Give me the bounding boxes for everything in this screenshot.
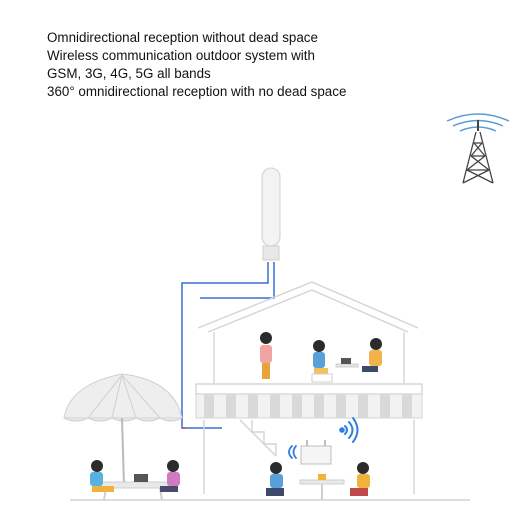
lower-table (300, 474, 344, 500)
description-line-1: Omnidirectional reception without dead space (47, 30, 318, 45)
description-line-4: 360° omnidirectional reception with no dead space (47, 84, 347, 99)
cell-tower-icon (447, 114, 509, 183)
description-line-2: Wireless communication outdoor system with (47, 48, 315, 63)
wifi-router-icon (289, 440, 331, 464)
person-lower-1 (266, 462, 284, 496)
striped-awning (196, 394, 422, 418)
outdoor-antenna-icon (262, 168, 280, 260)
person-lower-2 (350, 462, 370, 496)
patio-umbrella-icon (64, 374, 182, 486)
person-sitting-upper-1 (312, 340, 332, 382)
description-line-3: GSM, 3G, 4G, 5G all bands (47, 66, 211, 81)
person-standing-upper (260, 332, 272, 379)
laptop-icon (134, 474, 148, 482)
wifi-signal-icon (340, 418, 357, 442)
person-sitting-upper-2 (336, 338, 382, 372)
person-umbrella-2 (160, 460, 180, 492)
person-umbrella-1 (90, 460, 114, 492)
